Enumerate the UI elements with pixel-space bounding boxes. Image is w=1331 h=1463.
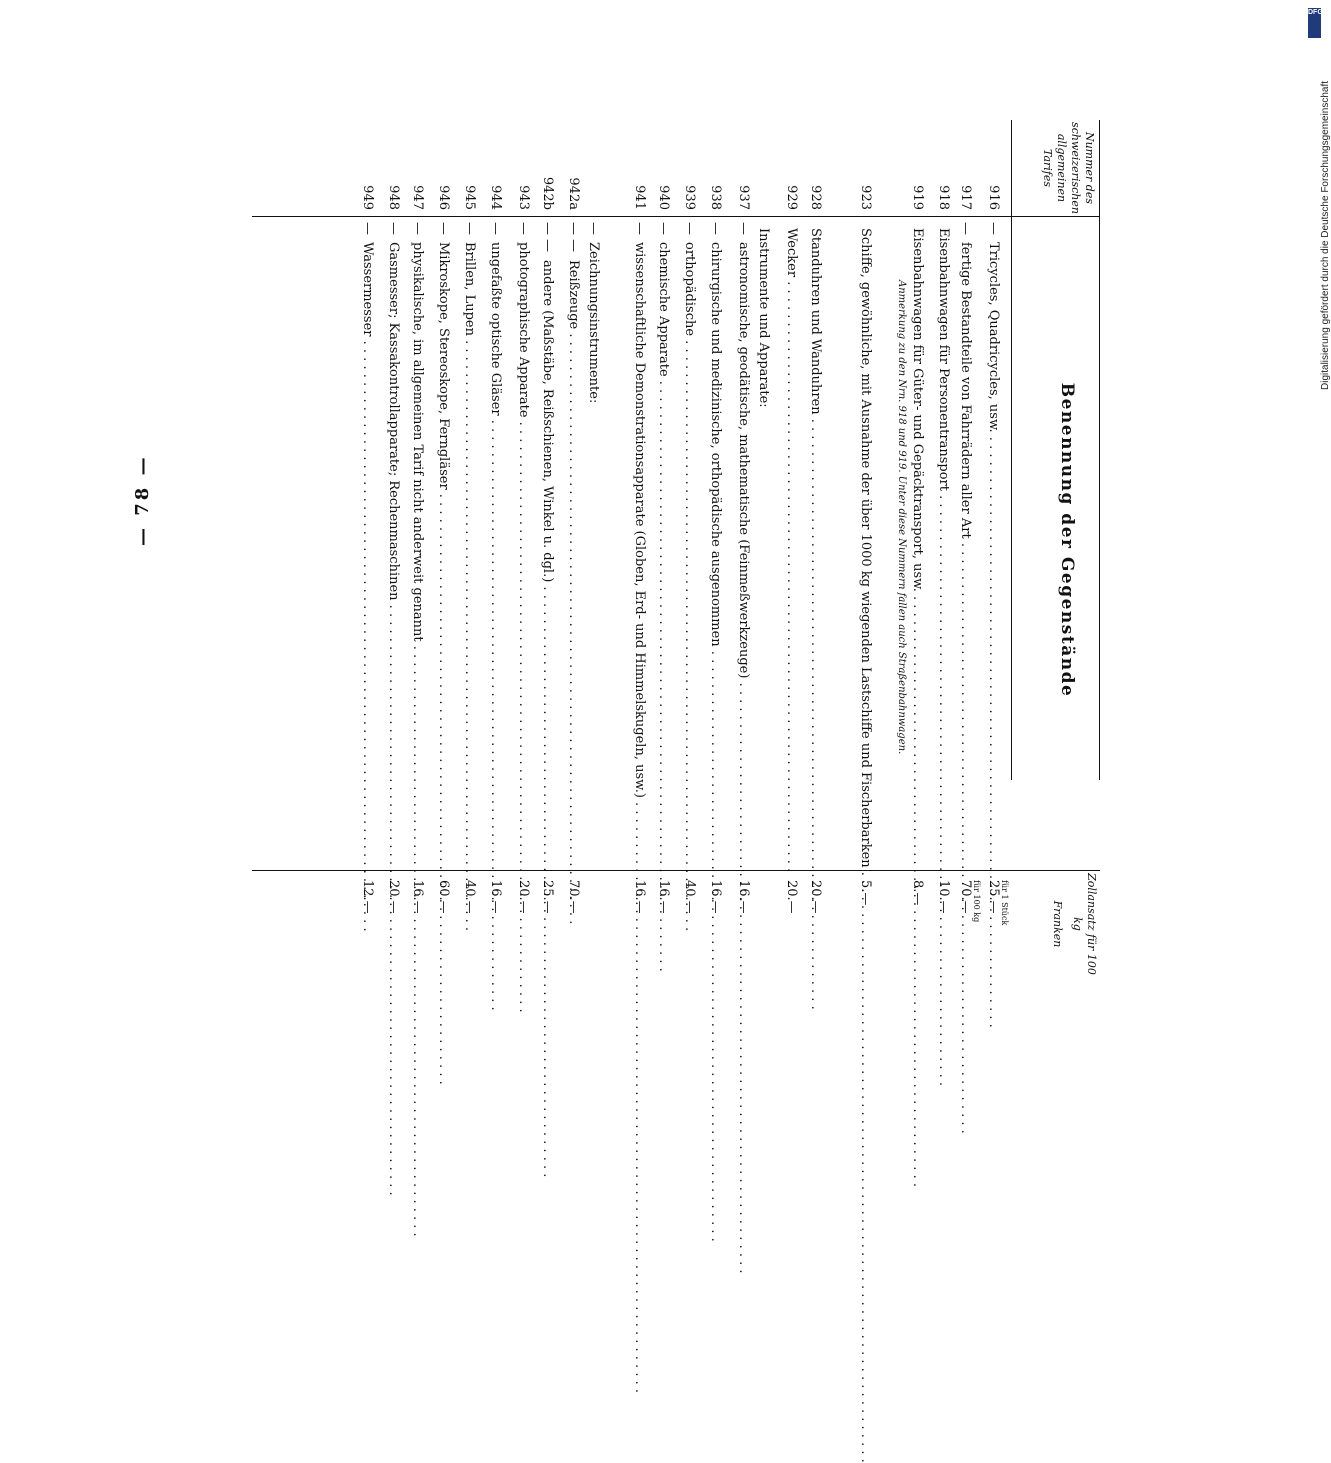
header-duty-label: Zollansatz für 100 kg: [1071, 873, 1098, 975]
duty-rate: [436, 880, 450, 972]
duty-value: 8.—: [910, 880, 925, 906]
duty-value: 5.—: [858, 880, 873, 906]
duty-value: 16.—: [410, 880, 425, 914]
duty-rate: [736, 880, 750, 972]
duty-value: 40.—: [682, 880, 697, 914]
duty-value: 60.—: [436, 880, 451, 914]
item-description: Zeichnungsinstrumente:: [586, 242, 601, 404]
tariff-number: 916: [986, 185, 1001, 210]
indent-dash: —: [986, 222, 1001, 235]
duty-rate: [808, 880, 822, 972]
indent-dash: —: [436, 222, 451, 235]
header-name-column: Benennung der Gegenstände: [1057, 382, 1077, 698]
duty-value: 16.—: [488, 880, 503, 914]
tariff-number: 941: [632, 185, 647, 210]
tariff-number: 937: [736, 185, 751, 210]
item-description: wissenschaftliche Demonstrationsapparate (Globen, Erd- und Himmelskugeln, usw.) . . .: [632, 242, 646, 860]
table-top-rule: [1099, 120, 1100, 780]
item-description: Eisenbahnwagen für Güter- und Gepäcktransport, usw. . . .: [910, 228, 924, 860]
item-description: Tricycles, Quadricycles, usw. . . .: [986, 242, 1000, 860]
item-description: ungefaßte optische Gläser . . .: [488, 242, 502, 860]
tariff-number: 942a: [566, 177, 581, 210]
item-description: chemische Apparate . . .: [656, 242, 670, 860]
duty-rate: [632, 880, 646, 972]
duty-value: 12.—: [360, 880, 375, 914]
tariff-number: 945: [462, 185, 477, 210]
indent-dash: —: [586, 222, 601, 235]
item-description: photographische Apparate . . .: [516, 242, 530, 860]
duty-rate: [410, 880, 424, 972]
header-duty-unit: Franken: [1051, 900, 1064, 948]
duty-rate: [708, 880, 722, 972]
item-description: Instrumente und Apparate:: [756, 228, 771, 408]
duty-value: 70.—: [958, 880, 973, 914]
duty-rate: [462, 880, 476, 972]
duty-rate: [656, 880, 670, 972]
item-description: orthopädische . . .: [682, 242, 696, 860]
duty-value: 10.—: [936, 880, 951, 914]
duty-rate: [784, 880, 798, 972]
duty-value: 25.—: [986, 880, 1001, 914]
tariff-number: 917: [958, 185, 973, 210]
duty-value: 20.—: [784, 880, 799, 914]
duty-value: 20.—: [516, 880, 531, 914]
tariff-number: 948: [386, 185, 401, 210]
indent-dash: — —: [540, 222, 555, 253]
tariff-number: 939: [682, 185, 697, 210]
duty-unit: für 1 Stück: [1000, 880, 1009, 926]
page-number: — 78 —: [132, 454, 153, 546]
item-note: Anmerkung zu den Nrn. 918 und 919. Unter diese Nummern fallen auch Straßenbahnwagen.: [896, 280, 907, 755]
tariff-number: 928: [808, 185, 823, 210]
duty-rate: [682, 880, 696, 972]
duty-unit: für 100 kg: [972, 880, 981, 923]
duty-value: 25.—: [540, 880, 555, 914]
tariff-number: 949: [360, 185, 375, 210]
indent-dash: —: [958, 222, 973, 235]
tariff-number: 942b: [540, 176, 555, 210]
tariff-number: 918: [936, 185, 951, 210]
tariff-number: 943: [516, 185, 531, 210]
header-bottom-rule: [1011, 120, 1012, 780]
header-number-column: Nummer des schweizerischen allgemeinen Tarifes: [1041, 122, 1096, 214]
duty-value: 16.—: [656, 880, 671, 914]
item-description: Standuhren und Wanduhren . . .: [808, 228, 822, 860]
duty-value: 16.—: [708, 880, 723, 914]
duty-rate: [958, 880, 981, 972]
item-description: Brillen, Lupen . . .: [462, 242, 476, 860]
tariff-number: 947: [410, 185, 425, 210]
indent-dash: —: [360, 222, 375, 235]
duty-rate: [540, 880, 554, 972]
item-description: Reißzeuge . . .: [566, 260, 580, 860]
side-credit: [1308, 10, 1331, 400]
item-description: Mikroskope, Stereoskope, Ferngläser . . .: [436, 242, 450, 860]
tariff-number: 929: [784, 185, 799, 210]
indent-dash: —: [682, 222, 697, 235]
indent-dash: —: [656, 222, 671, 235]
item-description: Eisenbahnwagen für Personentransport . . .: [936, 228, 950, 860]
indent-dash: —: [488, 222, 503, 235]
duty-value: 20.—: [386, 880, 401, 914]
item-description: Wecker . . .: [784, 228, 798, 860]
indent-dash: —: [386, 222, 401, 235]
tariff-number: 944: [488, 185, 503, 210]
column-divider-number: [252, 216, 1100, 217]
item-description: Gasmesser; Kassakontrollapparate; Rechenmaschinen . . .: [386, 242, 400, 860]
indent-dash: —: [708, 222, 723, 235]
item-description: fertige Bestandteile von Fahrrädern aller Art . . .: [958, 242, 972, 860]
item-description: astronomische, geodätische, mathematische (Feinmeßwerkzeuge) . . .: [736, 242, 750, 860]
duty-value: 70.—: [566, 880, 581, 914]
duty-rate: [858, 880, 872, 972]
item-description: Wassermesser . . .: [360, 242, 374, 860]
duty-value: 40.—: [462, 880, 477, 914]
duty-rate: [360, 880, 374, 972]
rotated-document-page: [250, 120, 1100, 975]
item-description: Schiffe, gewöhnliche, mit Ausnahme der über 1000 kg wiegenden Lastschiffe und Fischerbarken . . .: [858, 228, 872, 860]
indent-dash: —: [632, 222, 647, 235]
indent-dash: —: [410, 222, 425, 235]
dfg-logo: DFG: [1308, 8, 1321, 38]
indent-dash: —: [462, 222, 477, 235]
tariff-number: 940: [656, 185, 671, 210]
duty-rate: [386, 880, 400, 972]
duty-rate: [488, 880, 502, 972]
duty-rate: [936, 880, 950, 972]
duty-value: 16.—: [632, 880, 647, 914]
duty-value: 16.—: [736, 880, 751, 914]
tariff-number: 923: [858, 185, 873, 210]
duty-value: 20.—: [808, 880, 823, 914]
tariff-number: 946: [436, 185, 451, 210]
indent-dash: —: [516, 222, 531, 235]
duty-rate: [566, 880, 580, 972]
indent-dash: —: [736, 222, 751, 235]
duty-rate: [986, 880, 1009, 972]
tariff-number: 919: [910, 185, 925, 210]
duty-rate: [910, 880, 924, 972]
item-description: chirurgische und medizinische, orthopädische ausgenommen . . .: [708, 242, 722, 860]
indent-dash: — —: [566, 222, 581, 253]
header-duty-column: [1050, 868, 1098, 980]
duty-rate: [516, 880, 530, 972]
side-credit-text: Digitalisierung gefördert durch die Deutsche Forschungsgemeinschaft: [1320, 80, 1331, 390]
tariff-number: 938: [708, 185, 723, 210]
item-description: physikalische, im allgemeinen Tarif nicht anderweit genannt . . .: [410, 242, 424, 860]
item-description: andere (Maßstäbe, Reißschienen, Winkel u. dgl.) . . .: [540, 260, 554, 860]
